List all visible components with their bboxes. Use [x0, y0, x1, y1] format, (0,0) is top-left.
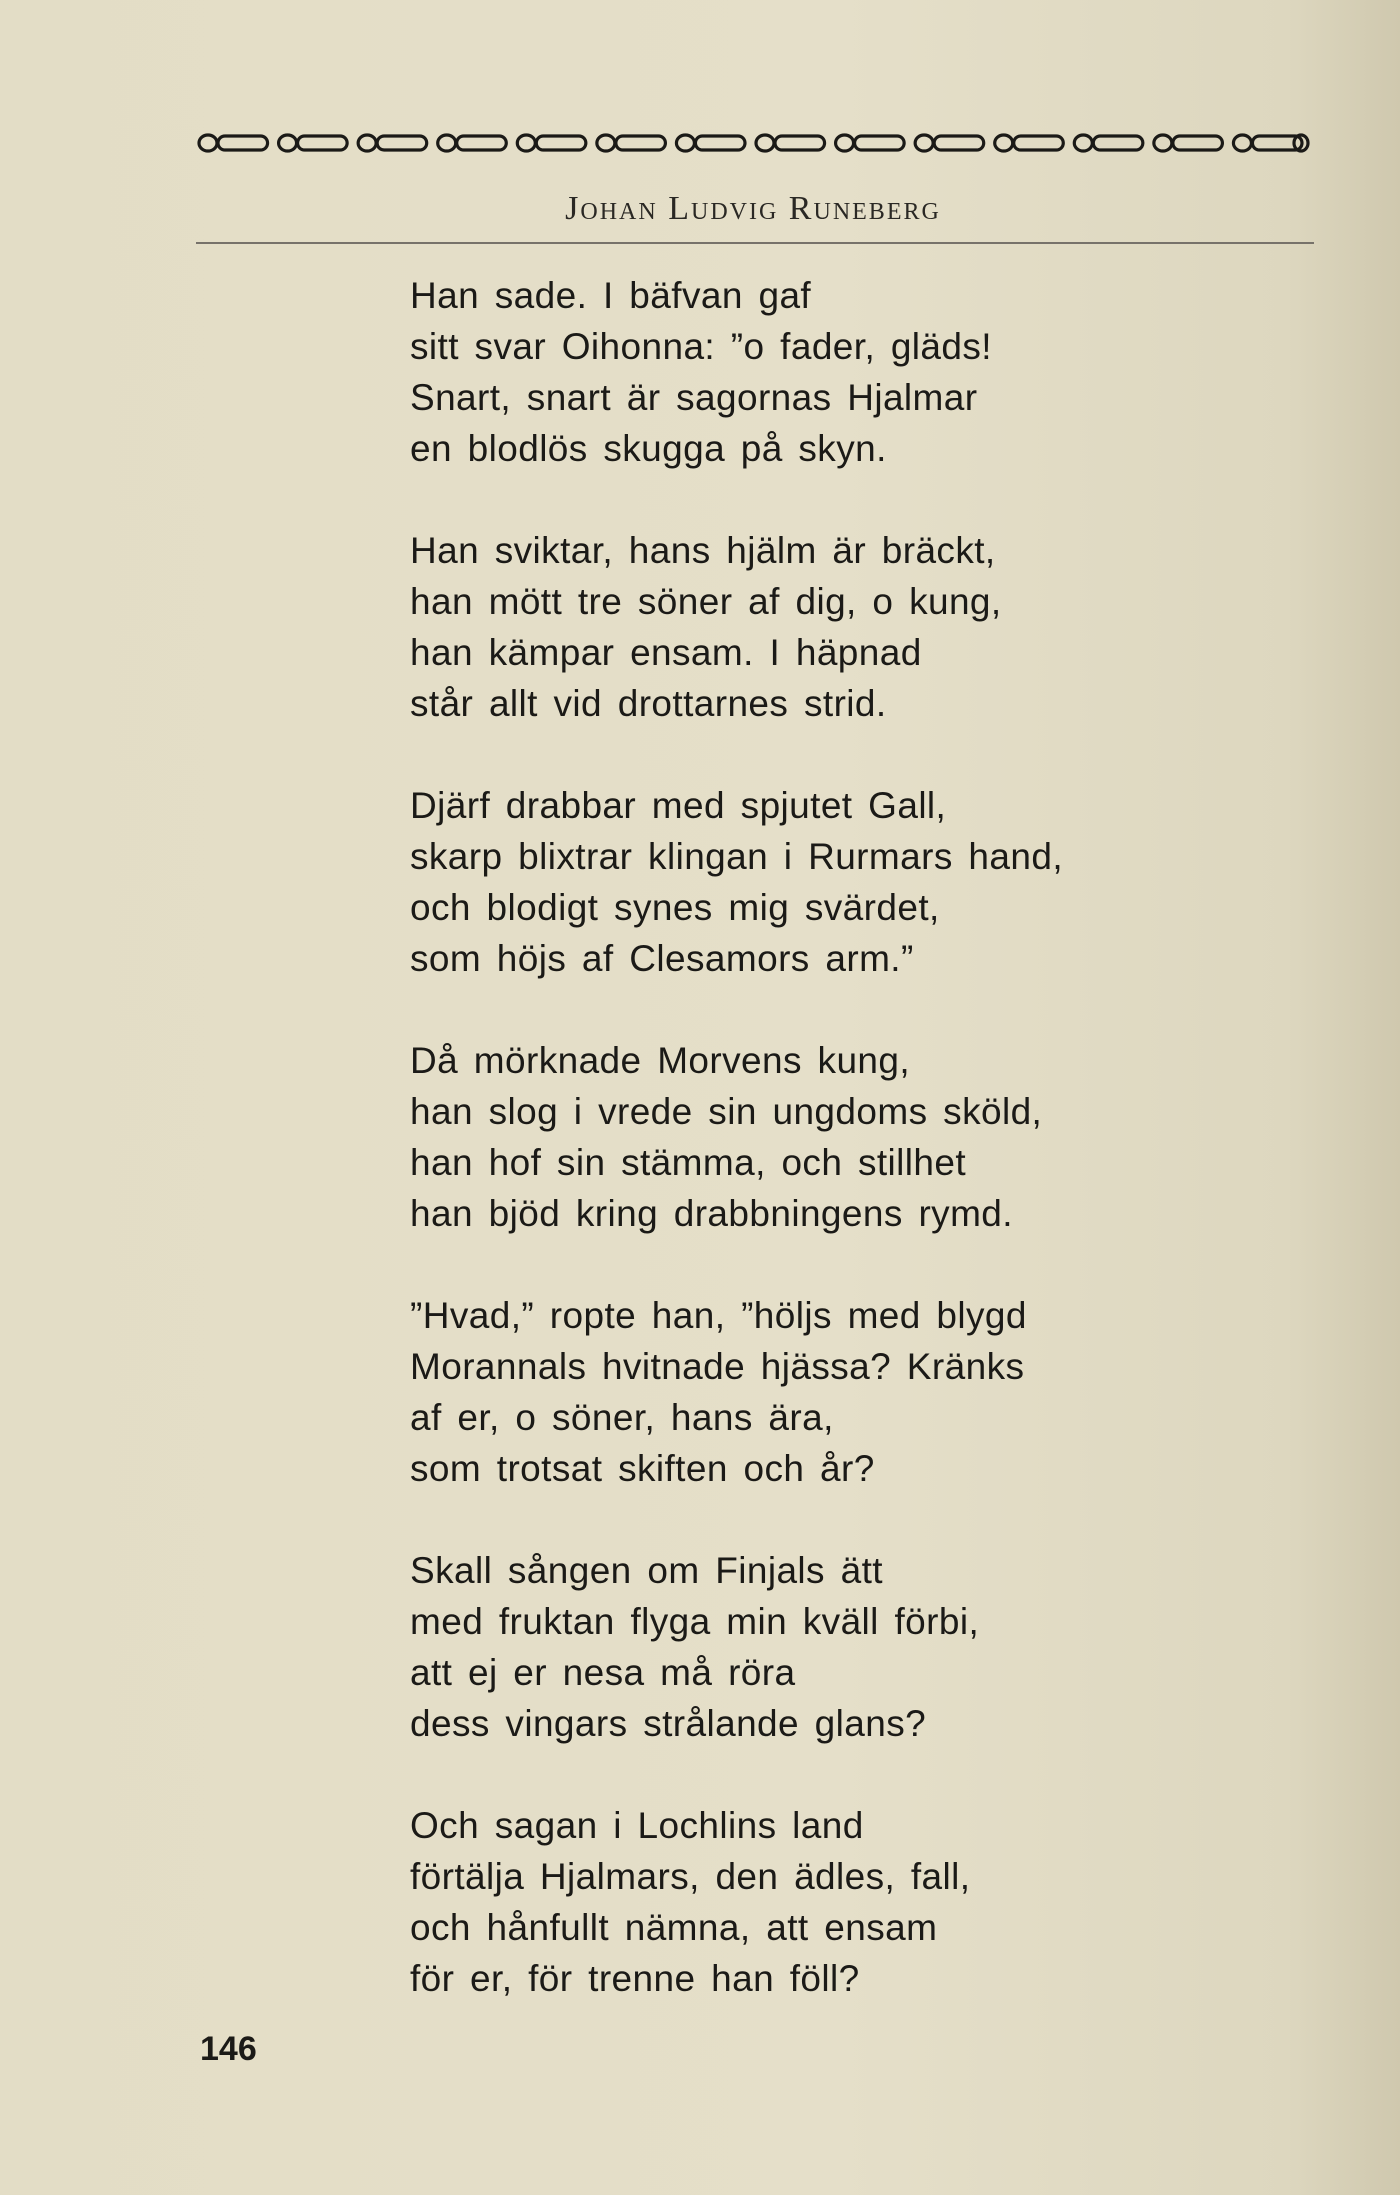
- poem-line: Morannals hvitnade hjässa? Kränks: [410, 1346, 1025, 1387]
- poem-line: ”Hvad,” ropte han, ”höljs med blygd: [410, 1295, 1027, 1336]
- poem-line: för er, för trenne han föll?: [410, 1958, 860, 1999]
- stanza: [410, 1800, 1270, 2004]
- page-number: 146: [200, 2030, 257, 2068]
- poem-line: han slog i vrede sin ungdoms sköld,: [410, 1091, 1043, 1132]
- poem-line: han hof sin stämma, och stillhet: [410, 1142, 967, 1183]
- poem-line: Snart, snart är sagornas Hjalmar: [410, 377, 978, 418]
- header-rule: [196, 242, 1314, 244]
- stanza: [410, 1290, 1270, 1494]
- poem-text: [410, 270, 1270, 2004]
- poem-line: Han sade. I bäfvan gaf: [410, 275, 812, 316]
- stanza: [410, 780, 1270, 984]
- poem-line: förtälja Hjalmars, den ädles, fall,: [410, 1856, 971, 1897]
- poem-line: som trotsat skiften och år?: [410, 1448, 875, 1489]
- poem-line: Skall sången om Finjals ätt: [410, 1550, 883, 1591]
- poem-line: Och sagan i Lochlins land: [410, 1805, 864, 1846]
- poem-line: skarp blixtrar klingan i Rurmars hand,: [410, 836, 1063, 877]
- poem-line: Han sviktar, hans hjälm är bräckt,: [410, 530, 996, 571]
- poem-line: en blodlös skugga på skyn.: [410, 428, 887, 469]
- poem-line: med fruktan flyga min kväll förbi,: [410, 1601, 980, 1642]
- poem-line: Djärf drabbar med spjutet Gall,: [410, 785, 947, 826]
- running-head: Johan Ludvig Runeberg: [565, 190, 941, 227]
- chain-ornament-border: [196, 131, 1310, 155]
- stanza: [410, 525, 1270, 729]
- poem-line: att ej er nesa må röra: [410, 1652, 796, 1693]
- poem-line: af er, o söner, hans ära,: [410, 1397, 834, 1438]
- poem-line: står allt vid drottarnes strid.: [410, 683, 887, 724]
- poem-line: och blodigt synes mig svärdet,: [410, 887, 940, 928]
- stanza: [410, 1545, 1270, 1749]
- poem-line: han bjöd kring drabbningens rymd.: [410, 1193, 1013, 1234]
- poem-line: dess vingars strålande glans?: [410, 1703, 927, 1744]
- stanza: [410, 1035, 1270, 1239]
- poem-line: han kämpar ensam. I häpnad: [410, 632, 922, 673]
- poem-line: han mött tre söner af dig, o kung,: [410, 581, 1002, 622]
- poem-line: sitt svar Oihonna: ”o fader, gläds!: [410, 326, 992, 367]
- poem-line: och hånfullt nämna, att ensam: [410, 1907, 938, 1948]
- poem-line: som höjs af Clesamors arm.”: [410, 938, 914, 979]
- poem-line: Då mörknade Morvens kung,: [410, 1040, 911, 1081]
- stanza: [410, 270, 1270, 474]
